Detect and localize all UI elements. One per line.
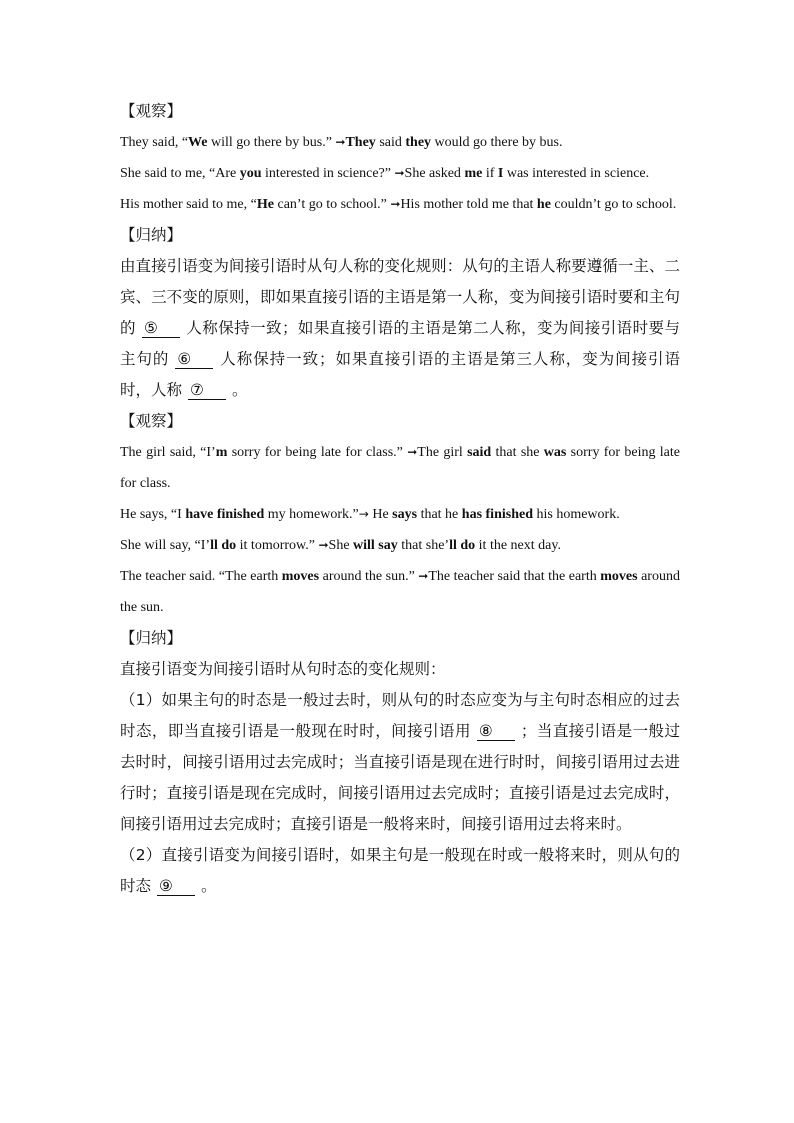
- arrow-icon: ➞: [418, 569, 429, 583]
- worksheet-page: [120, 96, 680, 902]
- observe-heading-1: 【观察】: [120, 102, 183, 120]
- tense-rule-1: （1）如果主句的时态是一般过去时，则从句的时态应变为与主句时态相应的过去时态，即当直接引语是一般现在时时，间接引语用 ⑧ ；当直接引语是一般过去时时，间接引语用过去完成时；当直接引语是现在进行时时，间接引语用过去进行时；直接引语是现在完成时，间接引语用过去完成时；直接引语是过去完成时，间接引语用过去完成时；直接引语是一般将来时，间接引语用过去将来时。: [120, 691, 680, 833]
- arrow-icon: ➞: [394, 166, 405, 180]
- example-sentence: She said to me, “Are you interested in science?” ➞She asked me if I was interested in science.: [120, 166, 650, 181]
- answer-blank-6[interactable]: ⑥: [175, 350, 213, 369]
- summary-paragraph-person: 由直接引语变为间接引语时从句人称的变化规则：从句的主语人称要遵循一主、二宾、三不变的原则，即如果直接引语的主语是第一人称，变为间接引语时要和主句的 ⑤ 人称保持一致；如果直接引语的主语是第二人称，变为间接引语时要与主句的 ⑥ 人称保持一致；如果直接引语的主语是第三人称，变为间接引语时，人称 ⑦ 。: [120, 257, 680, 399]
- example-sentence: His mother said to me, “He can’t go to school.” ➞His mother told me that he couldn’t go to school.: [120, 197, 677, 212]
- tense-rule-2: （2）直接引语变为间接引语时，如果主句是一般现在时或一般将来时，则从句的时态 ⑨ 。: [120, 846, 680, 895]
- example-sentence: The teacher said. “The earth moves around the sun.” ➞The teacher said that the earth moves around the sun.: [120, 569, 680, 615]
- arrow-icon: →: [358, 507, 369, 521]
- arrow-icon: ➞: [407, 445, 418, 459]
- arrow-icon: ➞: [335, 135, 346, 149]
- observe-heading-2: 【观察】: [120, 412, 183, 430]
- example-sentence: They said, “We will go there by bus.” ➞They said they would go there by bus.: [120, 135, 563, 150]
- example-sentence: The girl said, “I’m sorry for being late for class.” ➞The girl said that she was sorry for being late for class.: [120, 445, 680, 491]
- example-sentence: She will say, “I’ll do it tomorrow.” ➞She will say that she’ll do it the next day.: [120, 538, 561, 553]
- answer-blank-5[interactable]: ⑤: [142, 319, 180, 338]
- example-sentence: He says, “I have finished my homework.”→ He says that he has finished his homework.: [120, 507, 620, 522]
- summary-heading-1: 【归纳】: [120, 226, 183, 244]
- answer-blank-7[interactable]: ⑦: [188, 381, 226, 400]
- answer-blank-8[interactable]: ⑧: [477, 722, 515, 741]
- answer-blank-9[interactable]: ⑨: [157, 877, 195, 896]
- summary-intro: 直接引语变为间接引语时从句时态的变化规则：: [120, 660, 446, 678]
- arrow-icon: ➞: [318, 538, 329, 552]
- summary-heading-2: 【归纳】: [120, 629, 183, 647]
- arrow-icon: ➞: [390, 197, 401, 211]
